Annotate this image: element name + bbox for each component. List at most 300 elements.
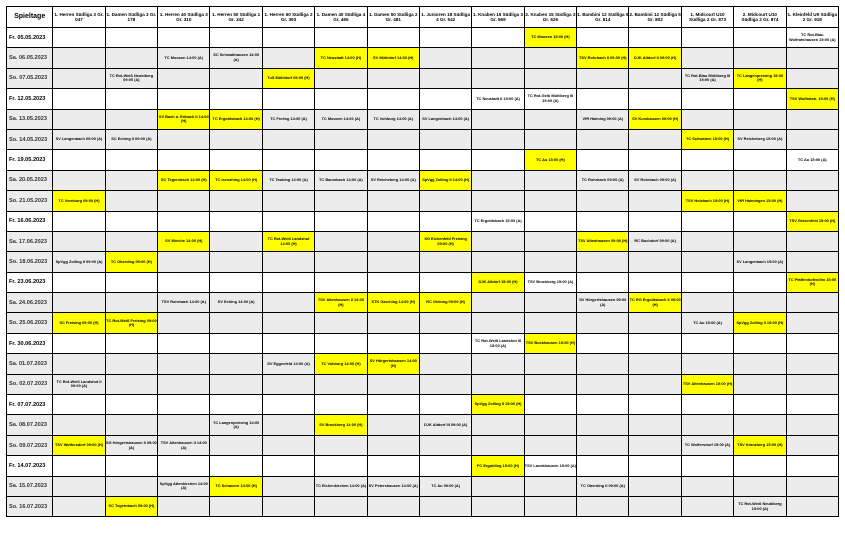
empty-cell	[262, 150, 314, 170]
empty-cell	[419, 313, 471, 333]
empty-cell	[472, 415, 524, 435]
away-match-cell: TC Rohrbach 09:00 (A)	[577, 170, 629, 190]
empty-cell	[315, 89, 367, 109]
empty-cell	[681, 354, 733, 374]
schedule-row	[7, 252, 839, 272]
match-date: Sa. 20.05.2023	[7, 170, 53, 190]
home-match-cell: TSV Holzbach 15:00 (H)	[681, 191, 733, 211]
empty-cell	[472, 150, 524, 170]
empty-cell	[53, 272, 105, 292]
home-match-cell: TC Oberding 09:00 (H)	[105, 252, 157, 272]
empty-cell	[210, 435, 262, 455]
empty-cell	[53, 476, 105, 496]
empty-cell	[105, 211, 157, 231]
team-header: 1. Knaben 15 Südliga 3 Gr. 569	[472, 7, 524, 28]
schedule-row	[7, 333, 839, 353]
away-match-cell: TC Au 15:00 (A)	[786, 150, 838, 170]
empty-cell	[734, 333, 786, 353]
empty-cell	[105, 109, 157, 129]
empty-cell	[524, 496, 576, 516]
empty-cell	[105, 395, 157, 415]
empty-cell	[53, 333, 105, 353]
empty-cell	[105, 476, 157, 496]
away-match-cell: SpVgg Zolling II 09:00 (A)	[53, 252, 105, 272]
empty-cell	[524, 476, 576, 496]
empty-cell	[577, 129, 629, 149]
home-match-cell: TC Rot-Weiß Landshut 14:00 (H)	[262, 231, 314, 251]
empty-cell	[734, 28, 786, 48]
empty-cell	[472, 435, 524, 455]
empty-cell	[419, 252, 471, 272]
team-header: 1. Damen 40 Südliga 4 Gr. 465	[315, 7, 367, 28]
home-match-cell: SV Kumhausen 09:00 (H)	[629, 109, 681, 129]
empty-cell	[158, 313, 210, 333]
schedule-row	[7, 476, 839, 496]
home-match-cell: TSV Altenhausen 09:00 (H)	[577, 231, 629, 251]
empty-cell	[577, 354, 629, 374]
empty-cell	[315, 272, 367, 292]
empty-cell	[629, 28, 681, 48]
home-match-cell: RC Giebing 09:00 (H)	[419, 293, 471, 313]
empty-cell	[734, 48, 786, 68]
empty-cell	[210, 150, 262, 170]
home-match-cell: TuS Mühldorf 09:00 (H)	[262, 68, 314, 88]
away-match-cell: SpVgg Attenkirchen 14:00 (A)	[158, 476, 210, 496]
empty-cell	[262, 476, 314, 496]
team-header: 2. Knaben 15 Südliga 3 Gr. 626	[524, 7, 576, 28]
away-match-cell: TC Oberding II 09:00 (A)	[577, 476, 629, 496]
away-match-cell: TSV Landshausen 15:00 (A)	[524, 456, 576, 476]
home-match-cell: SC Tegernbach 14:00 (H)	[158, 170, 210, 190]
empty-cell	[105, 89, 157, 109]
empty-cell	[734, 272, 786, 292]
home-match-cell: VfR Haimingen 15:00 (H)	[734, 191, 786, 211]
empty-cell	[786, 48, 838, 68]
team-header: 1. Bambini 12 Südliga 5 Gr. 814	[577, 7, 629, 28]
empty-cell	[472, 28, 524, 48]
away-match-cell: TC Eichenkirchen 14:00 (A)	[315, 476, 367, 496]
match-date: Fr. 05.05.2023	[7, 28, 53, 48]
empty-cell	[210, 354, 262, 374]
empty-cell	[734, 150, 786, 170]
empty-cell	[53, 89, 105, 109]
schedule-row	[7, 496, 839, 516]
empty-cell	[419, 496, 471, 516]
empty-cell	[472, 252, 524, 272]
match-date: Fr. 23.06.2023	[7, 272, 53, 292]
schedule-row	[7, 293, 839, 313]
empty-cell	[734, 231, 786, 251]
empty-cell	[524, 191, 576, 211]
empty-cell	[681, 496, 733, 516]
empty-cell	[734, 109, 786, 129]
match-date: Fr. 30.06.2023	[7, 333, 53, 353]
away-match-cell: SV Rohrbach 09:00 (A)	[629, 170, 681, 190]
empty-cell	[105, 293, 157, 313]
empty-cell	[367, 191, 419, 211]
empty-cell	[786, 435, 838, 455]
empty-cell	[367, 231, 419, 251]
empty-cell	[419, 48, 471, 68]
schedule-row	[7, 48, 839, 68]
empty-cell	[629, 252, 681, 272]
away-match-cell: SV Langenbach 09:00 (A)	[53, 129, 105, 149]
empty-cell	[158, 395, 210, 415]
empty-cell	[315, 333, 367, 353]
empty-cell	[105, 170, 157, 190]
away-match-cell: SC Schwabhausen 14:00 (A)	[210, 48, 262, 68]
empty-cell	[210, 456, 262, 476]
empty-cell	[367, 89, 419, 109]
empty-cell	[577, 313, 629, 333]
empty-cell	[629, 333, 681, 353]
empty-cell	[367, 456, 419, 476]
empty-cell	[158, 456, 210, 476]
empty-cell	[681, 150, 733, 170]
empty-cell	[577, 456, 629, 476]
match-date: So. 16.07.2023	[7, 496, 53, 516]
empty-cell	[419, 395, 471, 415]
empty-cell	[158, 68, 210, 88]
empty-cell	[367, 496, 419, 516]
empty-cell	[577, 150, 629, 170]
empty-cell	[105, 456, 157, 476]
empty-cell	[158, 129, 210, 149]
empty-cell	[158, 496, 210, 516]
empty-cell	[629, 129, 681, 149]
empty-cell	[524, 48, 576, 68]
empty-cell	[262, 456, 314, 476]
empty-cell	[315, 231, 367, 251]
match-date: Fr. 16.06.2023	[7, 211, 53, 231]
schedule-row	[7, 150, 839, 170]
schedule-row	[7, 129, 839, 149]
empty-cell	[681, 252, 733, 272]
away-match-cell: SV Langenbach 14:00 (A)	[419, 109, 471, 129]
empty-cell	[53, 354, 105, 374]
match-date: So. 25.06.2023	[7, 313, 53, 333]
away-match-cell: SV Eching 14:00 (A)	[210, 293, 262, 313]
empty-cell	[210, 231, 262, 251]
team-header: 1. Herren 40 Südliga 3 Gr. 310	[158, 7, 210, 28]
away-match-cell: SV Langenbach 15:00 (A)	[734, 252, 786, 272]
home-match-cell: SC Freising 09:00 (H)	[53, 313, 105, 333]
home-match-cell: TC Pfaffenhofen/Ilm 15:00 (H)	[786, 272, 838, 292]
empty-cell	[262, 252, 314, 272]
empty-cell	[419, 272, 471, 292]
empty-cell	[210, 374, 262, 394]
schedule-row	[7, 191, 839, 211]
empty-cell	[524, 129, 576, 149]
empty-cell	[524, 211, 576, 231]
home-match-cell: DJK Altdorf II 09:00 (H)	[629, 48, 681, 68]
empty-cell	[53, 496, 105, 516]
empty-cell	[419, 28, 471, 48]
empty-cell	[786, 68, 838, 88]
empty-cell	[210, 496, 262, 516]
empty-cell	[734, 476, 786, 496]
empty-cell	[158, 252, 210, 272]
empty-cell	[315, 252, 367, 272]
empty-cell	[158, 272, 210, 292]
empty-cell	[158, 28, 210, 48]
empty-cell	[53, 231, 105, 251]
empty-cell	[629, 435, 681, 455]
away-match-cell: TC Ergoldsbach 15:00 (A)	[472, 211, 524, 231]
schedule-row	[7, 415, 839, 435]
empty-cell	[734, 211, 786, 231]
empty-cell	[577, 435, 629, 455]
empty-cell	[577, 374, 629, 394]
empty-cell	[315, 129, 367, 149]
empty-cell	[262, 313, 314, 333]
match-date: Sa. 13.05.2023	[7, 109, 53, 129]
empty-cell	[419, 191, 471, 211]
empty-cell	[681, 272, 733, 292]
empty-cell	[262, 496, 314, 516]
empty-cell	[681, 415, 733, 435]
empty-cell	[105, 28, 157, 48]
away-match-cell: TC Baumbach 14:00 (A)	[315, 170, 367, 190]
match-date: Fr. 14.07.2023	[7, 456, 53, 476]
schedule-row	[7, 89, 839, 109]
empty-cell	[210, 272, 262, 292]
empty-cell	[629, 496, 681, 516]
empty-cell	[629, 68, 681, 88]
empty-cell	[786, 395, 838, 415]
empty-cell	[577, 272, 629, 292]
home-match-cell: TC Rot-Weiß Freising 09:00 (H)	[105, 313, 157, 333]
schedule-row	[7, 231, 839, 251]
empty-cell	[105, 272, 157, 292]
empty-cell	[315, 191, 367, 211]
empty-cell	[681, 89, 733, 109]
empty-cell	[472, 374, 524, 394]
empty-cell	[262, 211, 314, 231]
away-match-cell: TC Au 09:00 (A)	[419, 476, 471, 496]
away-match-cell: TC Rot-Blau Wolfratshausen 15:00 (A)	[786, 28, 838, 48]
empty-cell	[367, 313, 419, 333]
schedule-row	[7, 28, 839, 48]
empty-cell	[472, 170, 524, 190]
empty-cell	[786, 354, 838, 374]
empty-cell	[367, 129, 419, 149]
empty-cell	[472, 231, 524, 251]
empty-cell	[786, 231, 838, 251]
away-match-cell: RC Buchdorf 09:00 (A)	[629, 231, 681, 251]
empty-cell	[419, 333, 471, 353]
empty-cell	[524, 252, 576, 272]
empty-cell	[472, 313, 524, 333]
home-match-cell: TC Vohburg 14:00 (H)	[315, 354, 367, 374]
empty-cell	[262, 89, 314, 109]
empty-cell	[524, 170, 576, 190]
empty-cell	[681, 109, 733, 129]
empty-cell	[53, 28, 105, 48]
empty-cell	[262, 435, 314, 455]
schedule-row	[7, 211, 839, 231]
empty-cell	[315, 313, 367, 333]
empty-cell	[105, 354, 157, 374]
empty-cell	[53, 211, 105, 231]
empty-cell	[577, 496, 629, 516]
match-date: So. 02.07.2023	[7, 374, 53, 394]
match-date: Sa. 01.07.2023	[7, 354, 53, 374]
empty-cell	[262, 333, 314, 353]
empty-cell	[210, 395, 262, 415]
home-match-cell: DJK Altdorf 15:00 (H)	[472, 272, 524, 292]
empty-cell	[681, 333, 733, 353]
empty-cell	[577, 415, 629, 435]
empty-cell	[158, 150, 210, 170]
empty-cell	[105, 150, 157, 170]
empty-cell	[367, 333, 419, 353]
away-match-cell: TC Langenpreising 14:00 (A)	[210, 415, 262, 435]
away-match-cell: TC Neustadt II 15:00 (A)	[472, 89, 524, 109]
home-match-cell: TC Au 15:00 (H)	[524, 150, 576, 170]
empty-cell	[419, 89, 471, 109]
empty-cell	[53, 48, 105, 68]
empty-cell	[262, 395, 314, 415]
empty-cell	[419, 68, 471, 88]
home-match-cell: TC Schauern 14:00 (H)	[210, 476, 262, 496]
away-match-cell: TC Rot-Blau Mühlberg III 15:00 (A)	[681, 68, 733, 88]
schedule-sheet	[6, 6, 839, 517]
empty-cell	[681, 28, 733, 48]
home-match-cell: TC Moosen 15:00 (H)	[524, 28, 576, 48]
empty-cell	[53, 415, 105, 435]
match-date: Sa. 24.06.2023	[7, 293, 53, 313]
empty-cell	[786, 496, 838, 516]
empty-cell	[262, 293, 314, 313]
home-match-cell: TC Vornburg 09:00 (H)	[53, 191, 105, 211]
home-match-cell: TSV Geisenfeld 15:00 (H)	[786, 211, 838, 231]
empty-cell	[681, 211, 733, 231]
empty-cell	[524, 374, 576, 394]
match-date: So. 18.06.2023	[7, 252, 53, 272]
empty-cell	[629, 456, 681, 476]
match-date: Fr. 07.07.2023	[7, 395, 53, 415]
empty-cell	[53, 68, 105, 88]
away-match-cell: TC Rot-Weiß Neubiberg 09:00 (A)	[105, 68, 157, 88]
empty-cell	[577, 191, 629, 211]
match-date: Sa. 06.05.2023	[7, 48, 53, 68]
team-header: 1. Kleinfeld U9 Südliga 2 Gr. 918	[786, 7, 838, 28]
empty-cell	[262, 48, 314, 68]
away-match-cell: VfR Haiming 09:00 (A)	[577, 109, 629, 129]
schedule-row	[7, 170, 839, 190]
team-header: 1. Herren 50 Südliga 1 Gr. 342	[210, 7, 262, 28]
empty-cell	[53, 456, 105, 476]
empty-cell	[786, 415, 838, 435]
schedule-row	[7, 435, 839, 455]
empty-cell	[105, 333, 157, 353]
empty-cell	[210, 211, 262, 231]
away-match-cell: TC Freilng 14:00 (A)	[262, 109, 314, 129]
team-header: 2. Bambini 12 Südliga 5 Gr. 802	[629, 7, 681, 28]
empty-cell	[53, 150, 105, 170]
empty-cell	[53, 170, 105, 190]
empty-cell	[419, 354, 471, 374]
header-row	[7, 7, 839, 28]
away-match-cell: TSV Bruckberg 15:00 (A)	[524, 272, 576, 292]
empty-cell	[419, 435, 471, 455]
match-date: Fr. 12.05.2023	[7, 89, 53, 109]
empty-cell	[524, 435, 576, 455]
empty-cell	[629, 191, 681, 211]
empty-cell	[262, 28, 314, 48]
match-date: Fr. 19.05.2023	[7, 150, 53, 170]
empty-cell	[786, 374, 838, 394]
team-header: 1. Damen Südliga 3 Gr. 178	[105, 7, 157, 28]
empty-cell	[210, 313, 262, 333]
empty-cell	[105, 415, 157, 435]
empty-cell	[629, 89, 681, 109]
empty-cell	[786, 129, 838, 149]
empty-cell	[472, 191, 524, 211]
empty-cell	[577, 89, 629, 109]
empty-cell	[315, 68, 367, 88]
empty-cell	[315, 395, 367, 415]
empty-cell	[577, 28, 629, 48]
empty-cell	[786, 109, 838, 129]
empty-cell	[158, 89, 210, 109]
home-match-cell: TSV Wolfersdorf 09:00 (H)	[53, 435, 105, 455]
empty-cell	[786, 313, 838, 333]
home-match-cell: TC Ergoldsbach 14:00 (H)	[210, 109, 262, 129]
empty-cell	[734, 415, 786, 435]
empty-cell	[786, 252, 838, 272]
home-match-cell: SV Hörgertshausen 14:00 (H)	[367, 354, 419, 374]
schedule-row	[7, 456, 839, 476]
schedule-row	[7, 374, 839, 394]
corner-label: Spieltage	[7, 7, 53, 28]
empty-cell	[315, 496, 367, 516]
empty-cell	[472, 293, 524, 313]
empty-cell	[367, 211, 419, 231]
home-match-cell: STK Garching 14:00 (H)	[367, 293, 419, 313]
home-match-cell: SV Mühldorf 14:00 (H)	[367, 48, 419, 68]
schedule-row	[7, 109, 839, 129]
empty-cell	[158, 354, 210, 374]
away-match-cell: TC Moosen 14:00 (A)	[315, 109, 367, 129]
schedule-row	[7, 272, 839, 292]
empty-cell	[577, 68, 629, 88]
match-date: Sa. 17.06.2023	[7, 231, 53, 251]
away-match-cell: TC Au 15:00 (A)	[681, 313, 733, 333]
empty-cell	[734, 354, 786, 374]
empty-cell	[734, 374, 786, 394]
empty-cell	[472, 354, 524, 374]
empty-cell	[681, 476, 733, 496]
empty-cell	[315, 150, 367, 170]
home-match-cell: TSV Kranzberg 15:00 (H)	[734, 435, 786, 455]
empty-cell	[210, 89, 262, 109]
empty-cell	[524, 415, 576, 435]
away-match-cell: SC Eching II 09:00 (A)	[105, 129, 157, 149]
empty-cell	[315, 435, 367, 455]
empty-cell	[367, 395, 419, 415]
empty-cell	[367, 272, 419, 292]
empty-cell	[158, 191, 210, 211]
empty-cell	[472, 68, 524, 88]
home-match-cell: TSV Rohrbach II 09:00 (H)	[577, 48, 629, 68]
empty-cell	[210, 333, 262, 353]
empty-cell	[472, 109, 524, 129]
home-match-cell: FC Ergolding 15:00 (H)	[472, 456, 524, 476]
away-match-cell: TC Wolfersdorf 15:00 (A)	[681, 435, 733, 455]
empty-cell	[681, 231, 733, 251]
